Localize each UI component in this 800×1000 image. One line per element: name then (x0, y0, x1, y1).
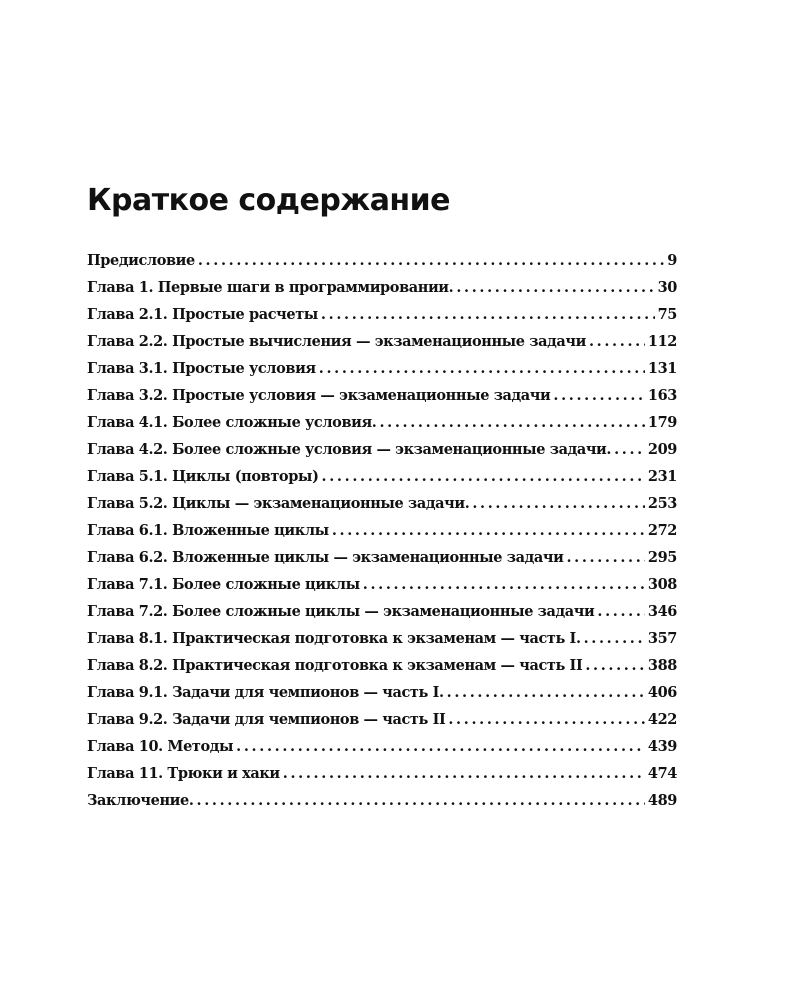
toc-entry-label: Глава 2.2. Простые вычисления — экзаменационные задачи (87, 333, 586, 350)
toc-entry[interactable] (87, 436, 677, 463)
toc-entry[interactable] (87, 679, 677, 706)
toc-entry-page-number: 474 (647, 765, 677, 782)
dot-leader (363, 571, 645, 598)
toc-entry-label: Глава 9.1. Задачи для чемпионов — часть I. (87, 684, 444, 701)
toc-entry-label: Глава 1. Первые шаги в программировании. (87, 279, 454, 296)
toc-entry-page-number: 112 (647, 333, 677, 350)
toc-list (87, 247, 677, 814)
toc-entry-label: Глава 6.1. Вложенные циклы (87, 522, 329, 539)
toc-entry[interactable] (87, 733, 677, 760)
toc-entry-page-number: 272 (647, 522, 677, 539)
dot-leader (614, 436, 645, 463)
toc-entry-page-number: 422 (647, 711, 677, 728)
toc-entry-label: Глава 10. Методы (87, 738, 234, 755)
dot-leader (198, 247, 664, 274)
toc-entry-page-number: 439 (647, 738, 677, 755)
dot-leader (566, 544, 644, 571)
toc-entry[interactable] (87, 571, 677, 598)
dot-leader (456, 274, 654, 301)
toc-entry[interactable] (87, 490, 677, 517)
toc-entry-page-number: 179 (647, 414, 677, 431)
toc-entry-page-number: 209 (647, 441, 677, 458)
toc-entry[interactable] (87, 463, 677, 490)
dot-leader (319, 355, 645, 382)
toc-entry[interactable] (87, 274, 677, 301)
toc-entry-label: Глава 4.1. Более сложные условия. (87, 414, 377, 431)
toc-entry-label: Глава 3.1. Простые условия (87, 360, 316, 377)
toc-entry[interactable] (87, 625, 677, 652)
toc-entry-page-number: 406 (647, 684, 677, 701)
toc-entry-page-number: 131 (647, 360, 677, 377)
toc-entry-page-number: 388 (647, 657, 677, 674)
toc-entry[interactable] (87, 652, 677, 679)
toc-entry-label: Глава 8.1. Практическая подготовка к экзаменам — часть I. (87, 630, 581, 647)
toc-entry-label: Глава 6.2. Вложенные циклы — экзаменационные задачи (87, 549, 564, 566)
dot-leader (379, 409, 644, 436)
toc-entry[interactable] (87, 355, 677, 382)
toc-entry-page-number: 253 (647, 495, 677, 512)
toc-entry-label: Глава 7.2. Более сложные циклы — экзаменационные задачи (87, 603, 595, 620)
dot-leader (472, 490, 645, 517)
toc-entry[interactable] (87, 544, 677, 571)
dot-leader (283, 760, 645, 787)
toc-entry[interactable] (87, 517, 677, 544)
dot-leader (553, 382, 645, 409)
toc-entry[interactable] (87, 247, 677, 274)
toc-entry[interactable] (87, 706, 677, 733)
toc-entry-label: Глава 4.2. Более сложные условия — экзаменационные задачи. (87, 441, 612, 458)
toc-entry[interactable] (87, 598, 677, 625)
toc-entry-page-number: 357 (647, 630, 677, 647)
toc-entry[interactable] (87, 760, 677, 787)
toc-entry[interactable] (87, 328, 677, 355)
toc-entry-page-number: 308 (647, 576, 677, 593)
page-title: Краткое содержание (87, 183, 451, 218)
toc-entry-page-number: 30 (657, 279, 677, 296)
toc-entry-label: Глава 3.2. Простые условия — экзаменационные задачи (87, 387, 551, 404)
toc-entry[interactable] (87, 382, 677, 409)
toc-entry-label: Глава 5.1. Циклы (повторы) (87, 468, 319, 485)
toc-entry-page-number: 75 (657, 306, 677, 323)
dot-leader (332, 517, 645, 544)
toc-entry-page-number: 489 (647, 792, 677, 809)
toc-entry-label: Глава 2.1. Простые расчеты (87, 306, 318, 323)
toc-entry-label: Глава 5.2. Циклы — экзаменационные задачи. (87, 495, 470, 512)
dot-leader (447, 679, 645, 706)
dot-leader (589, 328, 645, 355)
toc-entry-page-number: 231 (647, 468, 677, 485)
toc-entry-label: Глава 11. Трюки и хаки (87, 765, 280, 782)
toc-entry-page-number: 9 (667, 252, 677, 269)
toc-entry[interactable] (87, 787, 677, 814)
dot-leader (322, 463, 645, 490)
toc-entry-page-number: 295 (647, 549, 677, 566)
dot-leader (321, 301, 655, 328)
toc-entry[interactable] (87, 409, 677, 436)
dot-leader (585, 652, 645, 679)
toc-entry-page-number: 163 (647, 387, 677, 404)
dot-leader (597, 598, 645, 625)
toc-entry[interactable] (87, 301, 677, 328)
toc-entry-label: Глава 9.2. Задачи для чемпионов — часть II (87, 711, 446, 728)
dot-leader (448, 706, 645, 733)
dot-leader (236, 733, 645, 760)
table-of-contents (87, 180, 677, 814)
toc-entry-label: Глава 8.2. Практическая подготовка к экзаменам — часть II (87, 657, 583, 674)
toc-entry-label: Заключение. (87, 792, 194, 809)
toc-entry-page-number: 346 (647, 603, 677, 620)
dot-leader (197, 787, 645, 814)
dot-leader (584, 625, 645, 652)
toc-entry-label: Предисловие (87, 252, 195, 269)
toc-entry-label: Глава 7.1. Более сложные циклы (87, 576, 360, 593)
